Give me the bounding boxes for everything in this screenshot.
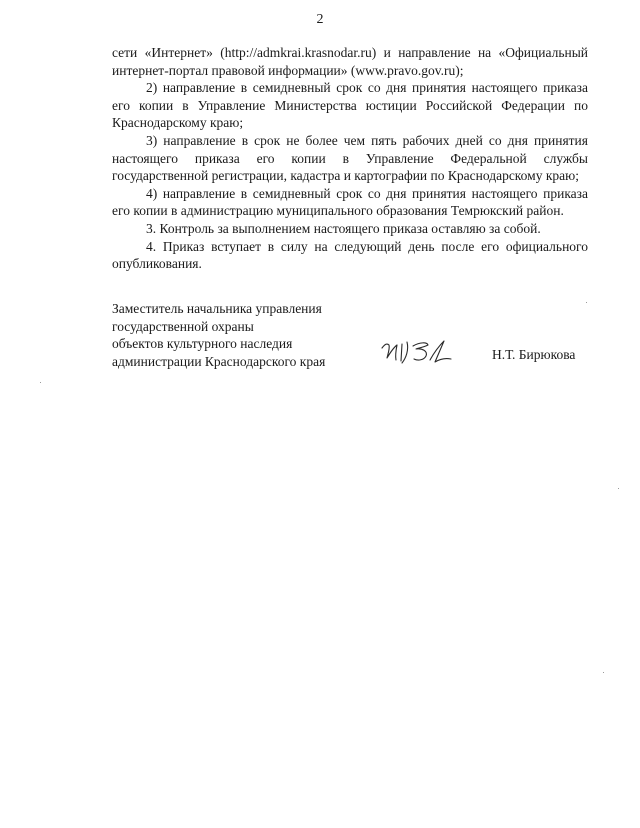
scan-speck (586, 302, 587, 303)
paragraph: 3. Контроль за выполнением настоящего приказа оставляю за собой. (146, 220, 541, 236)
handwritten-signature (378, 336, 454, 370)
paragraph: 2) направление в семидневный срок со дня принятия настоящего приказа его копии в Управление Министерства юстиции Российской Федерации по Краснодарскому краю; (112, 80, 588, 131)
scan-speck (603, 672, 604, 673)
signer-position-line: администрации Краснодарского края (112, 353, 326, 369)
paragraph: 4. Приказ вступает в силу на следующий день после его официального опубликования. (112, 238, 588, 272)
signer-position-line: Заместитель начальника управления (112, 301, 322, 316)
scan-speck (618, 488, 619, 489)
signer-name: Н.Т. Бирюкова (492, 347, 576, 362)
page-number: 2 (316, 12, 324, 27)
paragraph: сети «Интернет» (http://admkrai.krasnodar.ru) и направление на «Официальный интернет-портал правовой информации» (www.pravo.gov.ru); (112, 45, 588, 78)
paragraph: 3) направление в срок не более чем пять рабочих дней со дня принятия настоящего приказа его копии в Управление Федеральной службы государственной регистрации, кадастра и картографии по Краснодарскому краю; (112, 132, 588, 184)
paragraph: 4) направление в семидневный срок со дня принятия настоящего приказа его копии в администрацию муниципального образования Темрюкский район. (112, 185, 588, 219)
signer-position-line: государственной охраны (112, 318, 254, 334)
document-body (112, 44, 588, 273)
signer-position-line: объектов культурного наследия (112, 336, 293, 352)
scan-speck (40, 382, 41, 383)
